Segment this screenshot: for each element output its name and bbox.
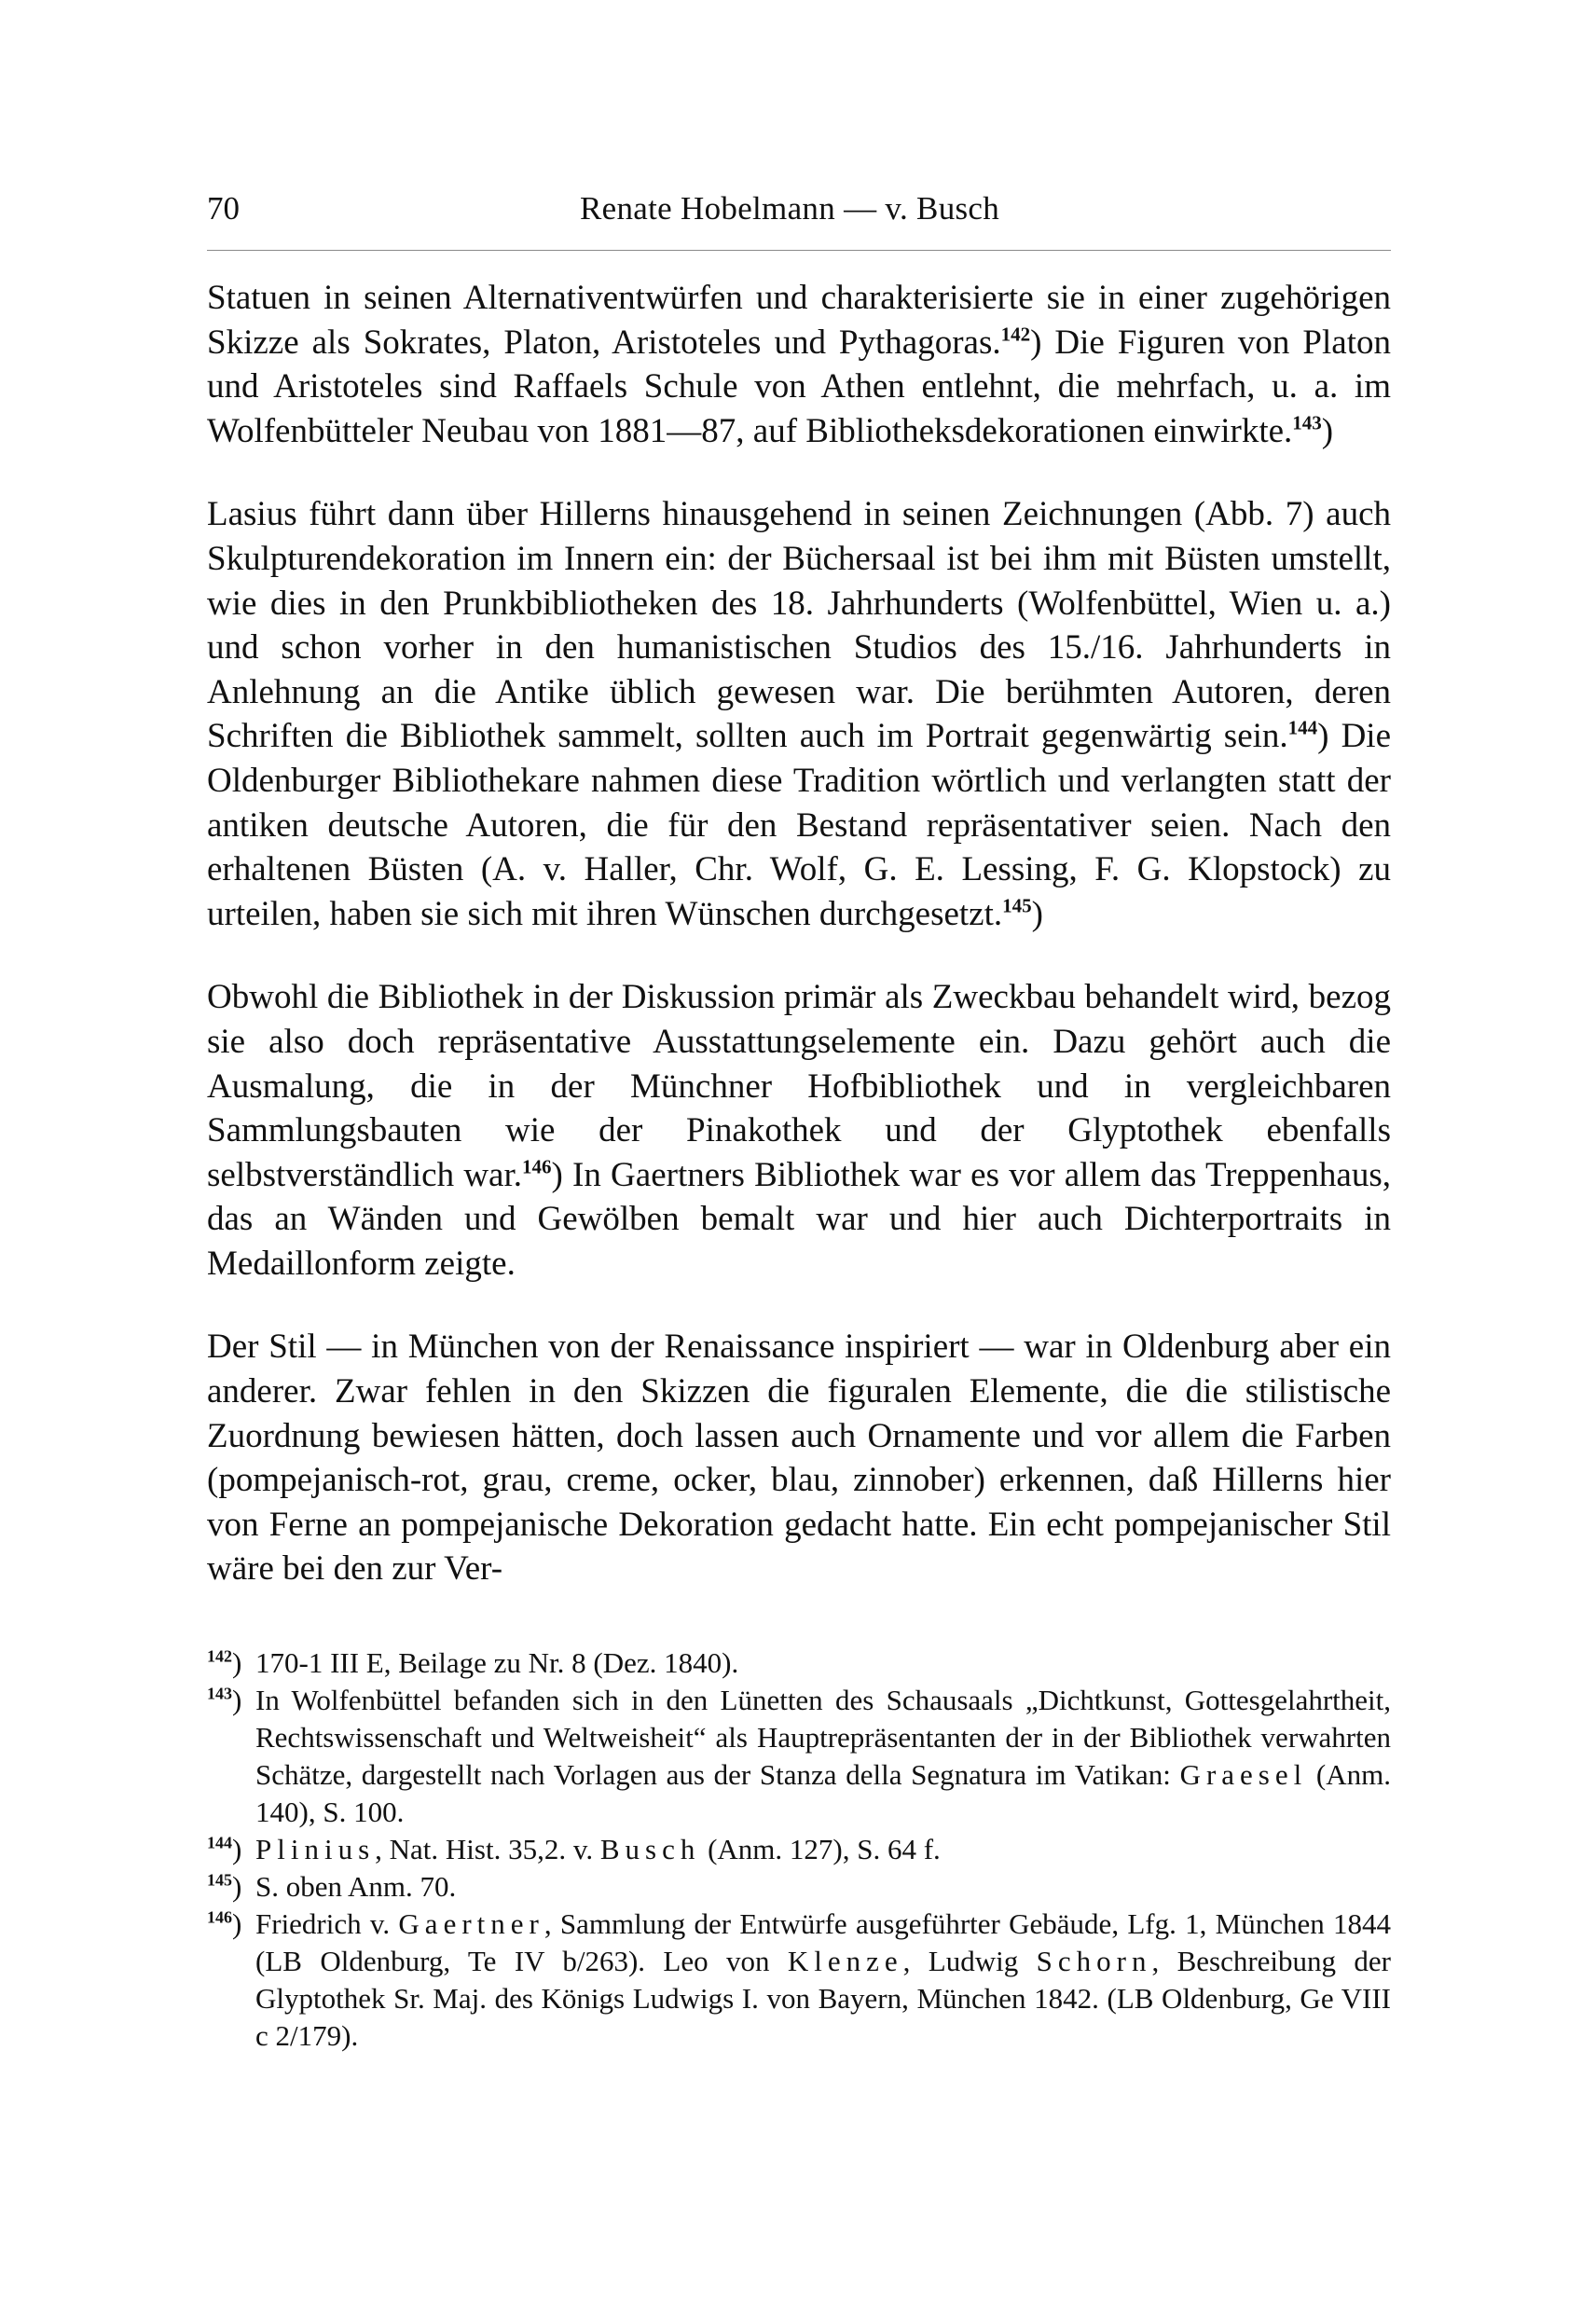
footnote-reference: 142 [1000,323,1031,346]
footnote-reference: 145 [1002,894,1032,917]
footnote-number: $^{143}$) [207,1684,242,1716]
footnote [207,1831,1391,1868]
author-name: Graesel [1179,1758,1308,1791]
footnote-text: S. oben Anm. 70. [255,1870,457,1903]
body-text [207,276,1391,1591]
paragraph-text: ) [1321,411,1334,450]
footnote-reference: 144 [1287,717,1318,740]
footnotes [207,1645,1391,2055]
paragraph-text: Obwohl die Bibliothek in der Diskussion primär als Zweckbau behandelt wird, bezog sie also doch repräsentative Ausstattungselemente ein. Dazu gehört auch die Ausmalung, die in der Münchner Hofbibliothek und in vergleichbaren Sammlungsbauten wie der Pinakothek und der Glyptothek ebenfalls selbstverständlich war. [207,978,1391,1194]
footnote-number: $^{144}$) [207,1833,242,1865]
running-head: Renate Hobelmann — v. Busch [580,190,1000,227]
paragraph-text: ) [1031,894,1043,933]
paragraph [207,975,1391,1286]
footnote [207,1906,1391,2055]
author-name: Klenze [787,1945,903,1977]
paragraph-text: ) Die Oldenburger Bibliothekare nahmen diese Tradition wörtlich und verlangten statt der antiken deutsche Autoren, die für den Bestand repräsentativer seien. Nach den erhaltenen Büsten (A. v. Haller, Chr. Wolf, G. E. Lessing, F. G. Klopstock) zu urteilen, haben sie sich mit ihren Wünschen durchgesetzt. [207,717,1391,933]
footnote [207,1682,1391,1831]
paragraph-text: ) Die Figuren von Platon und Aristoteles sind Raffaels Schule von Athen entlehnt, die mehrfach, u. a. im Wolfenbütteler Neubau von 1881—87, auf Bibliotheksdekorationen einwirkte. [207,323,1391,450]
page-number: 70 [207,190,240,227]
footnote-number: $^{142}$) [207,1646,242,1679]
author-name: Busch [599,1833,701,1865]
author-name: Schorn [1036,1945,1152,1977]
paragraph-text: Lasius führt dann über Hillerns hinausgehend in seinen Zeichnungen (Abb. 7) auch Skulpturendekoration im Innern ein: der Büchersaal ist bei ihm mit Büsten umstellt, wie dies in den Prunkbibliotheken des 18. Jahrhunderts (Wolfenbüttel, Wien u. a.) und schon vorher in den humanistischen Studios des 15./16. Jahrhunderts in Anlehnung an die Antike üblich gewesen war. Die berühmten Autoren, deren Schriften die Bibliothek sammelt, sollten auch im Portrait gegenwärtig sein. [207,495,1391,756]
footnote-text: (Anm. 127), S. 64 f. [700,1833,941,1865]
footnote-number-text: 143 [207,1684,232,1703]
paragraph-text: Statuen in seinen Alternativentwürfen und charakterisierte sie in einer zugehörigen Skizze als Sokrates, Platon, Aristoteles und Pythagoras. [207,279,1391,362]
footnote-text: , Ludwig [902,1945,1037,1977]
footnote-reference: 146 [522,1155,552,1178]
paragraph [207,492,1391,936]
page-header [207,183,1391,235]
author-name: Gaertner [398,1907,544,1940]
footnote-number-text: 145 [207,1870,232,1890]
footnote-text: In Wolfenbüttel befanden sich in den Lünetten des Schausaals „Dichtkunst, Gottesgelahrtheit, Rechtswissenschaft und Weltweisheit“ als Hauptrepräsentanten der in der Bibliothek verwahrten Schätze, dargestellt nach Vorlagen aus der Stanza della Segnatura im Vatikan: [255,1684,1391,1791]
footnote-text: Friedrich v. [255,1907,399,1940]
footnote-text: , Nat. Hist. 35,2. v. [375,1833,600,1865]
footnote-text: (Anm. 140), S. 100. [255,1758,1391,1828]
footnote-number-text: 144 [207,1833,232,1852]
footnote-number: $^{146}$) [207,1907,242,1940]
paragraph [207,276,1391,453]
footnote [207,1868,1391,1906]
footnote-number-text: 142 [207,1646,232,1666]
footnote-text: , Beschreibung der Glyptothek Sr. Maj. des Königs Ludwigs I. von Bayern, München 1842. (LB Oldenburg, Ge VIII c 2/179). [255,1945,1392,2052]
paragraph [207,1325,1391,1591]
author-name: Plinius [255,1833,376,1865]
footnote-reference: 143 [1292,411,1322,434]
footnote-text: , Sammlung der Entwürfe ausgeführter Gebäude, Lfg. 1, München 1844 (LB Oldenburg, Te IV b/263). Leo von [255,1907,1391,1977]
paragraph-text: Der Stil — in München von der Renaissance inspiriert — war in Oldenburg aber ein anderer. Zwar fehlen in den Skizzen die figuralen Elemente, die die stilistische Zuordnung bewiesen hätten, doch lassen auch Ornamente und vor allem die Farben (pompejanisch-rot, grau, creme, ocker, blau, zinnober) erkennen, daß Hillerns hier von Ferne an pompejanische Dekoration gedacht hatte. Ein echt pompejanischer Stil wäre bei den zur Ver- [207,1328,1391,1589]
footnote [207,1645,1391,1682]
header-rule [207,250,1391,251]
footnote-number-text: 146 [207,1907,232,1927]
paragraph-text: ) In Gaertners Bibliothek war es vor allem das Treppenhaus, das an Wänden und Gewölben bemalt war und hier auch Dichterportraits in Medaillonform zeigte. [207,1155,1392,1283]
footnote-number: $^{145}$) [207,1870,242,1903]
footnote-text: 170-1 III E, Beilage zu Nr. 8 (Dez. 1840). [255,1646,739,1679]
